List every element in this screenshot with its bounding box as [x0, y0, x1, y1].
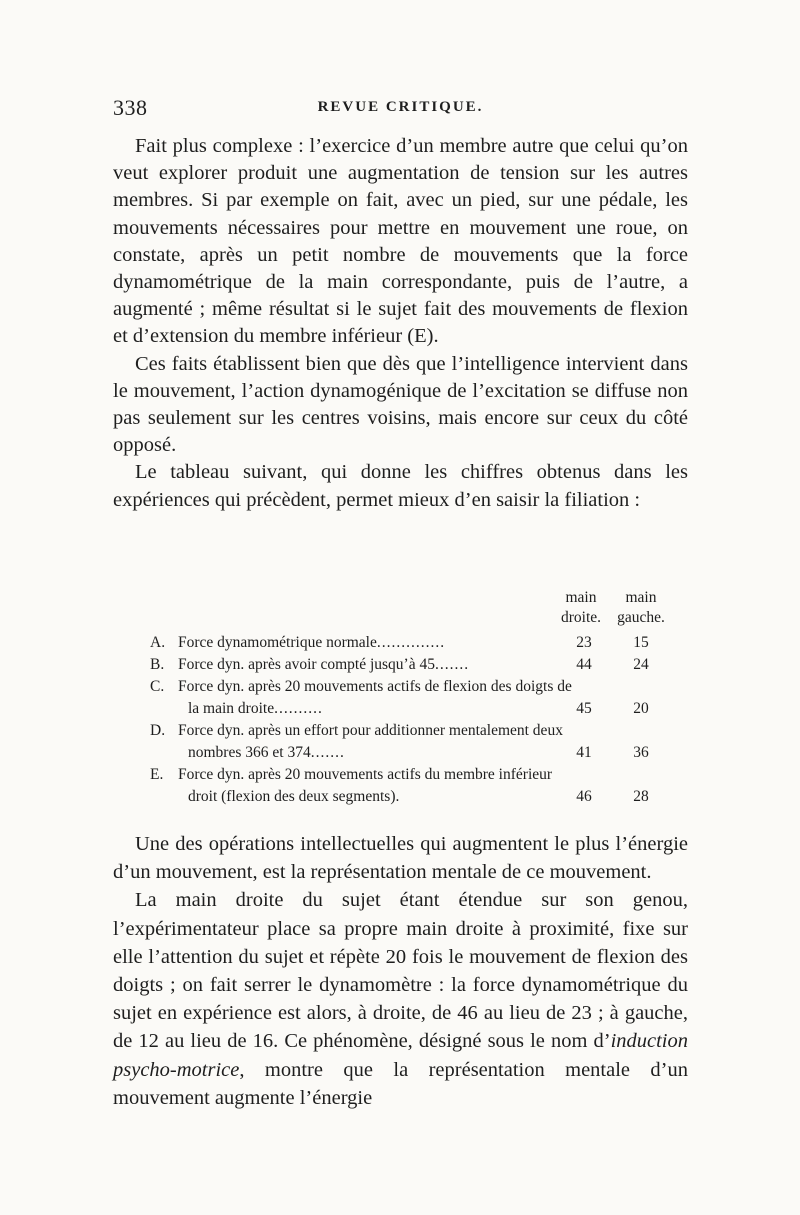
top-text-block — [113, 133, 688, 514]
italic-term: induction psycho-motrice — [113, 1030, 688, 1081]
column-header-left-hand: main gauche. — [617, 589, 665, 626]
table-row: B. Force dyn. après avoir compté jusqu’à 45....... 44 24 — [150, 654, 690, 676]
row-label: Force dyn. après 20 mouvements actifs du membre inférieur droit (flexion des deux segments). — [178, 766, 553, 805]
value-left: 15 — [633, 634, 649, 651]
row-label: Force dynamométrique normale — [178, 634, 377, 651]
row-letter: D. — [150, 722, 166, 739]
value-right: 45 — [576, 700, 592, 717]
table-header — [150, 588, 690, 632]
value-left: 28 — [633, 788, 649, 805]
running-title: REVUE CRITIQUE. — [317, 99, 484, 115]
row-letter: E. — [150, 766, 164, 783]
paragraph: Le tableau suivant, qui donne les chiffres obtenus dans les expériences qui précèdent, permet mieux d’en saisir la filiation : — [113, 461, 688, 511]
row-letter: C. — [150, 678, 165, 695]
bottom-text-block — [113, 830, 688, 1112]
paragraph: Ces faits établissent bien que dès que l’intelligence intervient dans le mouvement, l’action dynamogénique de l’excitation se diffuse non pas seulement sur les centres voisins, mais encore sur ceux du côté opposé. — [113, 352, 688, 457]
table-row: C. Force dyn. après 20 mouvements actifs de flexion des doigts de la main droite.......... 45 20 — [150, 676, 690, 720]
row-label: Force dyn. après avoir compté jusqu’à 45 — [178, 656, 435, 673]
page-header — [113, 95, 688, 125]
paragraph: Une des opérations intellectuelles qui augmentent le plus l’énergie d’un mouvement, est la représentation mentale de ce mouvement. — [113, 833, 688, 884]
row-letter: A. — [150, 634, 166, 651]
table-row: D. Force dyn. après un effort pour additionner mentalement deux nombres 366 et 374....... 41 36 — [150, 720, 690, 764]
value-right: 41 — [576, 744, 592, 761]
page-number: 338 — [113, 95, 148, 120]
value-left: 24 — [633, 656, 649, 673]
row-letter: B. — [150, 656, 165, 673]
value-right: 46 — [576, 788, 592, 805]
results-table — [150, 588, 690, 808]
value-right: 44 — [576, 656, 592, 673]
value-right: 23 — [576, 634, 592, 651]
column-header-right-hand: main droite. — [560, 589, 602, 626]
row-label: Force dyn. après un effort pour additionner mentalement deux nombres 366 et 374 — [178, 722, 563, 761]
table-row: A. Force dynamométrique normale.............. 23 15 — [150, 632, 690, 654]
row-label: Force dyn. après 20 mouvements actifs de flexion des doigts de la main droite — [178, 678, 572, 717]
value-left: 20 — [633, 700, 649, 717]
paragraph: Fait plus complexe : l’exercice d’un membre autre que celui qu’on veut explorer produit une augmentation de tension sur les autres membres. Si par exemple on fait, avec un pied, sur une pédale, les mouvements nécessaires pour mettre en mouvement une roue, on constate, après un petit nombre de mouvements que la force dynamométrique de la main correspondante, puis de l’autre, a augmenté ; même résultat si le sujet fait des mouvements de flexion et d’extension du membre inférieur (E). — [113, 135, 688, 348]
value-left: 36 — [633, 744, 649, 761]
table-row — [150, 764, 690, 808]
paragraph: La main droite du sujet étant étendue sur son genou, l’expérimentateur place sa propre main droite à proximité, fixe sur elle l’attention du sujet et répète 20 fois le mouvement de flexion des doigts ; on fait serrer le dynamomètre : la force dynamométrique du sujet en expérience est alors, à droite, de 46 au lieu de 23 ; à gauche, de 12 au lieu de 16. Ce phénomène, désigné sous le nom d’induction psycho-motrice, montre que la représentation mentale d’un mouvement augmente l’énergie — [113, 889, 688, 1109]
